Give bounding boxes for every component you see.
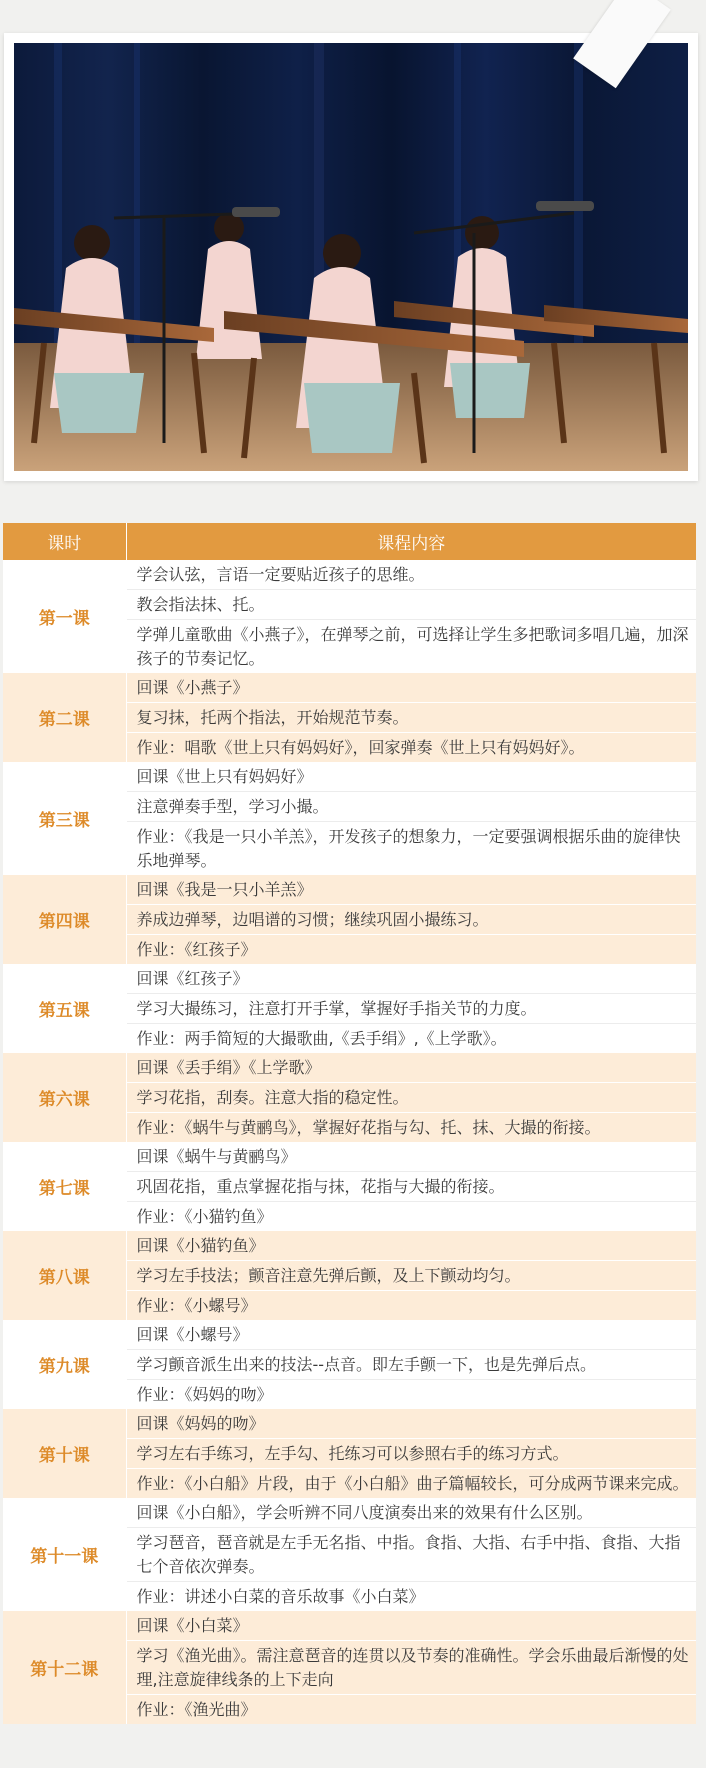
lesson-item: 作业：唱歌《世上只有妈妈好》，回家弹奏《世上只有妈妈好》。 [126,733,696,763]
lesson-name: 第七课 [3,1142,126,1231]
lesson-item: 学习左右手练习，左手勾、托练习可以参照右手的练习方式。 [126,1439,696,1469]
table-row [3,875,696,905]
table-row [3,1409,696,1439]
lesson-item: 作业：《红孩子》 [126,935,696,965]
lesson-item: 回课《我是一只小羊羔》 [126,875,696,905]
performance-photo [14,43,688,471]
lesson-item: 巩固花指，重点掌握花指与抹，花指与大撮的衔接。 [126,1172,696,1202]
lesson-name: 第一课 [3,560,126,673]
lesson-item: 回课《小燕子》 [126,673,696,703]
table-row [3,1053,696,1083]
lesson-item: 学习大撮练习，注意打开手掌，掌握好手指关节的力度。 [126,994,696,1024]
lesson-item: 学会认弦，言语一定要贴近孩子的思维。 [126,560,696,590]
lesson-item: 学习琶音，琶音就是左手无名指、中指。食指、大指、右手中指、食指、大指七个音依次弹奏。 [126,1528,696,1582]
lesson-item: 回课《丢手绢》《上学歌》 [126,1053,696,1083]
lesson-item: 作业：两手简短的大撮歌曲,《丢手绢》,《上学歌》。 [126,1024,696,1054]
table-row [3,964,696,994]
lesson-item: 回课《小猫钓鱼》 [126,1231,696,1261]
table-row [3,762,696,792]
table-row [3,1320,696,1350]
lesson-item: 回课《世上只有妈妈好》 [126,762,696,792]
table-row [3,560,696,590]
lesson-item: 回课《蜗牛与黄鹂鸟》 [126,1142,696,1172]
table-header-row [3,523,696,560]
course-table [3,523,696,1724]
lesson-item: 学习颤音派生出来的技法--点音。即左手颤一下，也是先弹后点。 [126,1350,696,1380]
lesson-item: 注意弹奏手型，学习小撮。 [126,792,696,822]
lesson-item: 回课《小螺号》 [126,1320,696,1350]
table-body [3,560,696,1724]
header-content: 课程内容 [126,523,696,560]
lesson-name: 第四课 [3,875,126,964]
table-row [3,1231,696,1261]
lesson-name: 第三课 [3,762,126,875]
lesson-item: 回课《妈妈的吻》 [126,1409,696,1439]
lesson-item: 学习《渔光曲》。需注意琶音的连贯以及节奏的准确性。学会乐曲最后渐慢的处理,注意旋律线条的上下走向 [126,1641,696,1695]
lesson-item: 回课《小白船》，学会听辨不同八度演奏出来的效果有什么区别。 [126,1498,696,1528]
lesson-name: 第二课 [3,673,126,762]
lesson-item: 作业：《蜗牛与黄鹂鸟》，掌握好花指与勾、托、抹、大撮的衔接。 [126,1113,696,1143]
lesson-name: 第六课 [3,1053,126,1142]
table-row [3,673,696,703]
lesson-name: 第八课 [3,1231,126,1320]
lesson-item: 作业：《我是一只小羊羔》，开发孩子的想象力，一定要强调根据乐曲的旋律快乐地弹琴。 [126,822,696,876]
lesson-item: 养成边弹琴，边唱谱的习惯；继续巩固小撮练习。 [126,905,696,935]
lesson-item: 学习左手技法；颤音注意先弹后颤，及上下颤动均匀。 [126,1261,696,1291]
lesson-item: 复习抹，托两个指法，开始规范节奏。 [126,703,696,733]
lesson-item: 回课《小白菜》 [126,1611,696,1641]
table-row [3,1611,696,1641]
table-row [3,1142,696,1172]
lesson-item: 学弹儿童歌曲《小燕子》，在弹琴之前，可选择让学生多把歌词多唱几遍，加深孩子的节奏记忆。 [126,620,696,674]
lesson-name: 第九课 [3,1320,126,1409]
lesson-item: 教会指法抹、托。 [126,590,696,620]
lesson-item: 回课《红孩子》 [126,964,696,994]
table-row [3,1498,696,1528]
lesson-name: 第十一课 [3,1498,126,1611]
lesson-item: 学习花指，刮奏。注意大指的稳定性。 [126,1083,696,1113]
lesson-name: 第十课 [3,1409,126,1498]
lesson-item: 作业：《妈妈的吻》 [126,1380,696,1410]
lesson-name: 第十二课 [3,1611,126,1724]
lesson-name: 第五课 [3,964,126,1053]
header-lesson: 课时 [3,523,126,560]
lesson-item: 作业：讲述小白菜的音乐故事《小白菜》 [126,1582,696,1612]
lesson-item: 作业：《小白船》片段，由于《小白船》曲子篇幅较长，可分成两节课来完成。 [126,1469,696,1499]
lesson-item: 作业：《渔光曲》 [126,1695,696,1725]
photo-frame [4,33,698,481]
lesson-item: 作业：《小猫钓鱼》 [126,1202,696,1232]
lesson-item: 作业：《小螺号》 [126,1291,696,1321]
guzheng-performance-illustration [14,43,688,471]
